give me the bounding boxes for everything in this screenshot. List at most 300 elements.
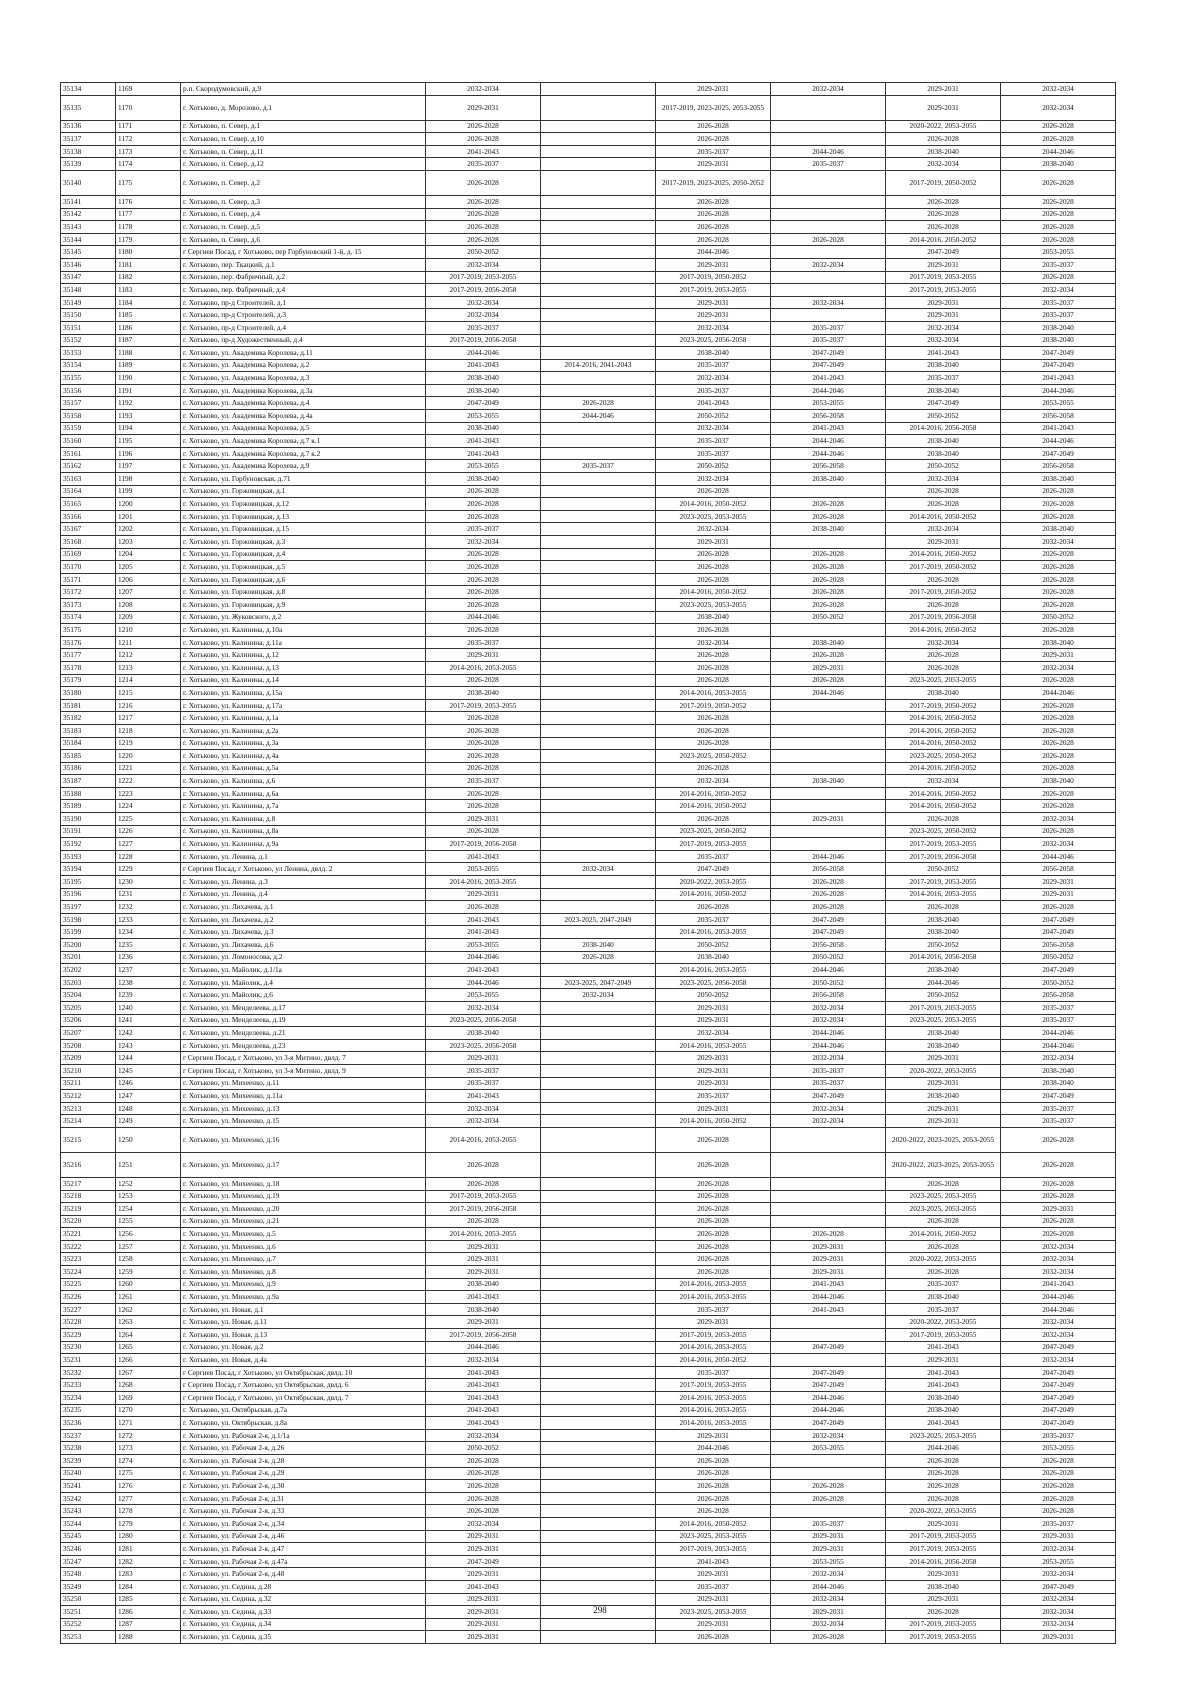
cell-term-col-6: 2053-2055 [1001,1555,1116,1568]
cell-term-col-1: 2029-2031 [426,649,541,662]
cell-term-col-3: 2026-2028 [656,573,771,586]
cell-term-col-5: 2041-2043 [886,347,1001,360]
table-row [61,1077,1116,1090]
cell-registry-number: 35196 [61,888,116,901]
cell-term-col-2 [541,83,656,96]
cell-address: г. Хотьково, ул. Новая, д.2 [181,1341,426,1354]
cell-term-col-1: 2023-2025, 2056-2058 [426,1039,541,1052]
cell-term-col-6: 2047-2049 [1001,1341,1116,1354]
cell-term-col-4: 2041-2043 [771,372,886,385]
cell-address: г. Хотьково, ул. Михеенко, д.19 [181,1190,426,1203]
cell-term-col-1: 2026-2028 [426,573,541,586]
cell-term-col-4: 2056-2058 [771,863,886,876]
cell-term-col-5: 2014-2016, 2050-2052 [886,624,1001,637]
cell-address: г. Хотьково, ул. Калинина, д.5а [181,762,426,775]
cell-registry-number: 35248 [61,1568,116,1581]
cell-item-number: 1184 [116,296,181,309]
cell-item-number: 1268 [116,1379,181,1392]
table-row [61,1039,1116,1052]
cell-term-col-4 [771,485,886,498]
cell-term-col-2 [541,800,656,813]
cell-term-col-5: 2029-2031 [886,1077,1001,1090]
table-row [61,158,1116,171]
cell-address: г. Хотьково, ул. Рабочая 2-я, д.47а [181,1555,426,1568]
cell-item-number: 1282 [116,1555,181,1568]
cell-term-col-1: 2026-2028 [426,1505,541,1518]
cell-term-col-6: 2026-2028 [1001,1152,1116,1177]
cell-term-col-3: 2026-2028 [656,1203,771,1216]
cell-term-col-6: 2035-2037 [1001,296,1116,309]
cell-term-col-1: 2026-2028 [426,712,541,725]
cell-registry-number: 35213 [61,1102,116,1115]
cell-term-col-6: 2026-2028 [1001,1190,1116,1203]
table-row [61,447,1116,460]
cell-term-col-4: 2029-2031 [771,1543,886,1556]
cell-term-col-1: 2026-2028 [426,195,541,208]
cell-registry-number: 35162 [61,460,116,473]
cell-term-col-6: 2032-2034 [1001,284,1116,297]
table-row [61,95,1116,120]
cell-term-col-6: 2026-2028 [1001,1215,1116,1228]
cell-address: г. Хотьково, ул. Академика Королева, д.11 [181,347,426,360]
cell-term-col-3: 2041-2043 [656,1555,771,1568]
cell-term-col-2 [541,1278,656,1291]
cell-term-col-6: 2035-2037 [1001,1517,1116,1530]
cell-term-col-6: 2026-2028 [1001,762,1116,775]
cell-registry-number: 35186 [61,762,116,775]
cell-term-col-3: 2017-2019, 2053-2055 [656,1379,771,1392]
cell-term-col-6: 2026-2028 [1001,825,1116,838]
cell-term-col-3: 2038-2040 [656,347,771,360]
cell-term-col-5: 2026-2028 [886,1266,1001,1279]
cell-term-col-1: 2041-2043 [426,850,541,863]
cell-term-col-3: 2026-2028 [656,674,771,687]
cell-term-col-5: 2014-2016, 2050-2052 [886,762,1001,775]
cell-item-number: 1287 [116,1618,181,1631]
cell-term-col-5: 2041-2043 [886,1341,1001,1354]
cell-registry-number: 35143 [61,221,116,234]
cell-term-col-1: 2053-2055 [426,939,541,952]
cell-term-col-5: 2026-2028 [886,1606,1001,1619]
cell-term-col-2 [541,724,656,737]
cell-term-col-4 [771,724,886,737]
cell-address: г. Хотьково, ул. Новая, д.4а [181,1354,426,1367]
cell-term-col-2 [541,1593,656,1606]
table-row [61,863,1116,876]
cell-term-col-1: 2017-2019, 2056-2058 [426,1203,541,1216]
cell-term-col-3: 2032-2034 [656,372,771,385]
cell-term-col-5: 2026-2028 [886,649,1001,662]
cell-term-col-4 [771,1354,886,1367]
cell-term-col-1: 2029-2031 [426,1240,541,1253]
cell-registry-number: 35218 [61,1190,116,1203]
cell-address: г. Хотьково, ул. Михеенко, д.11 [181,1077,426,1090]
cell-term-col-2 [541,1152,656,1177]
cell-term-col-6: 2032-2034 [1001,1316,1116,1329]
table-row [61,195,1116,208]
cell-term-col-1: 2026-2028 [426,825,541,838]
table-row [61,246,1116,259]
cell-term-col-2 [541,309,656,322]
cell-term-col-4: 2026-2028 [771,1228,886,1241]
table-row [61,523,1116,536]
cell-term-col-2 [541,258,656,271]
cell-term-col-5: 2014-2016, 2050-2052 [886,724,1001,737]
cell-registry-number: 35200 [61,939,116,952]
table-row [61,1115,1116,1128]
cell-term-col-2 [541,1228,656,1241]
cell-term-col-3: 2035-2037 [656,1366,771,1379]
cell-item-number: 1252 [116,1177,181,1190]
cell-term-col-3: 2029-2031 [656,1064,771,1077]
cell-term-col-6: 2026-2028 [1001,598,1116,611]
cell-term-col-1: 2026-2028 [426,120,541,133]
cell-term-col-6: 2047-2049 [1001,1366,1116,1379]
cell-term-col-3: 2035-2037 [656,447,771,460]
cell-term-col-6: 2029-2031 [1001,649,1116,662]
cell-term-col-6: 2038-2040 [1001,1077,1116,1090]
cell-registry-number: 35192 [61,838,116,851]
cell-term-col-4: 2032-2034 [771,1014,886,1027]
cell-term-col-4 [771,271,886,284]
cell-address: г. Хотьково, ул. Михеенко, д.5 [181,1228,426,1241]
cell-term-col-6: 2029-2031 [1001,888,1116,901]
cell-term-col-3: 2026-2028 [656,1152,771,1177]
cell-address: г. Хотьково, ул. Рабочая 2-я, д.33 [181,1505,426,1518]
cell-term-col-4: 2026-2028 [771,649,886,662]
cell-term-col-1: 2041-2043 [426,1291,541,1304]
cell-term-col-2 [541,687,656,700]
cell-address: г. Хотьково, пр-д Художественный, д.4 [181,334,426,347]
cell-item-number: 1230 [116,876,181,889]
cell-address: г. Хотьково, пер. Фабричный, д.2 [181,271,426,284]
cell-term-col-3: 2026-2028 [656,195,771,208]
cell-term-col-5: 2017-2019, 2050-2052 [886,170,1001,195]
cell-term-col-1: 2041-2043 [426,913,541,926]
cell-term-col-6: 2026-2028 [1001,1177,1116,1190]
cell-address: г. Хотьково, ул. Калинина, д.6 [181,775,426,788]
cell-registry-number: 35242 [61,1492,116,1505]
cell-term-col-3: 2044-2046 [656,246,771,259]
cell-term-col-5: 2020-2022, 2053-2055 [886,1253,1001,1266]
schedule-table-container [60,82,1074,1644]
cell-term-col-1: 2032-2034 [426,1001,541,1014]
cell-term-col-4: 2035-2037 [771,334,886,347]
cell-term-col-5: 2014-2016, 2050-2052 [886,787,1001,800]
cell-term-col-4: 2035-2037 [771,321,886,334]
cell-term-col-2 [541,334,656,347]
cell-item-number: 1228 [116,850,181,863]
cell-term-col-5: 2032-2034 [886,321,1001,334]
cell-term-col-2 [541,1316,656,1329]
cell-term-col-1: 2035-2037 [426,321,541,334]
cell-term-col-1: 2014-2016, 2053-2055 [426,1228,541,1241]
cell-term-col-5: 2026-2028 [886,1215,1001,1228]
table-row [61,1454,1116,1467]
cell-term-col-5: 2038-2040 [886,687,1001,700]
table-row [61,1366,1116,1379]
cell-term-col-4: 2044-2046 [771,447,886,460]
cell-term-col-4: 2026-2028 [771,674,886,687]
cell-address: г. Хотьково, ул. Октябрьская, д.7а [181,1404,426,1417]
cell-term-col-1: 2032-2034 [426,296,541,309]
cell-term-col-4: 2041-2043 [771,422,886,435]
cell-term-col-3: 2014-2016, 2053-2055 [656,1417,771,1430]
cell-term-col-6: 2038-2040 [1001,523,1116,536]
cell-item-number: 1249 [116,1115,181,1128]
cell-term-col-5: 2032-2034 [886,158,1001,171]
cell-registry-number: 35164 [61,485,116,498]
cell-term-col-2 [541,762,656,775]
cell-term-col-4: 2047-2049 [771,926,886,939]
cell-term-col-1: 2026-2028 [426,674,541,687]
cell-term-col-6: 2047-2049 [1001,964,1116,977]
cell-term-col-4: 2032-2034 [771,258,886,271]
cell-term-col-3: 2035-2037 [656,145,771,158]
cell-term-col-6: 2026-2028 [1001,1505,1116,1518]
cell-registry-number: 35193 [61,850,116,863]
cell-item-number: 1176 [116,195,181,208]
cell-address: г Сергиев Посад, г Хотьково, пер Горбуновский 1-й, д. 15 [181,246,426,259]
cell-term-col-6: 2041-2043 [1001,372,1116,385]
cell-term-col-2 [541,1115,656,1128]
cell-item-number: 1202 [116,523,181,536]
cell-term-col-6: 2032-2034 [1001,83,1116,96]
cell-term-col-6: 2035-2037 [1001,1429,1116,1442]
cell-term-col-3: 2017-2019, 2050-2052 [656,271,771,284]
cell-term-col-5: 2032-2034 [886,636,1001,649]
cell-registry-number: 35223 [61,1253,116,1266]
cell-term-col-2 [541,813,656,826]
cell-term-col-1: 2053-2055 [426,460,541,473]
cell-item-number: 1224 [116,800,181,813]
cell-item-number: 1259 [116,1266,181,1279]
cell-item-number: 1233 [116,913,181,926]
table-row [61,674,1116,687]
cell-term-col-1: 2029-2031 [426,1568,541,1581]
cell-term-col-6: 2035-2037 [1001,1014,1116,1027]
cell-term-col-2 [541,233,656,246]
cell-registry-number: 35233 [61,1379,116,1392]
cell-item-number: 1199 [116,485,181,498]
cell-term-col-2 [541,699,656,712]
cell-term-col-5: 2014-2016, 2050-2052 [886,233,1001,246]
table-row [61,573,1116,586]
cell-address: г. Хотьково, ул. Калинина, д.1а [181,712,426,725]
table-row [61,120,1116,133]
cell-registry-number: 35250 [61,1593,116,1606]
cell-term-col-5: 2029-2031 [886,1354,1001,1367]
cell-term-col-6: 2026-2028 [1001,233,1116,246]
table-row [61,1517,1116,1530]
cell-registry-number: 35188 [61,787,116,800]
cell-term-col-5: 2026-2028 [886,208,1001,221]
table-row [61,536,1116,549]
cell-term-col-2: 2026-2028 [541,951,656,964]
cell-registry-number: 35204 [61,989,116,1002]
cell-term-col-5: 2029-2031 [886,536,1001,549]
cell-item-number: 1264 [116,1329,181,1342]
cell-term-col-5: 2035-2037 [886,1278,1001,1291]
table-row [61,133,1116,146]
cell-term-col-2 [541,1618,656,1631]
cell-item-number: 1278 [116,1505,181,1518]
cell-registry-number: 35227 [61,1303,116,1316]
cell-item-number: 1211 [116,636,181,649]
cell-registry-number: 35222 [61,1240,116,1253]
cell-term-col-6: 2026-2028 [1001,271,1116,284]
cell-term-col-5: 2029-2031 [886,258,1001,271]
cell-term-col-2: 2023-2025, 2047-2049 [541,913,656,926]
cell-term-col-4: 2056-2058 [771,410,886,423]
cell-registry-number: 35161 [61,447,116,460]
cell-address: г. Хотьково, ул. Жуковского, д.2 [181,611,426,624]
cell-term-col-5: 2032-2034 [886,334,1001,347]
cell-term-col-3: 2026-2028 [656,661,771,674]
cell-term-col-3: 2032-2034 [656,523,771,536]
cell-term-col-5: 2014-2016, 2050-2052 [886,712,1001,725]
cell-term-col-1: 2032-2034 [426,1429,541,1442]
cell-address: г Сергиев Посад, г Хотьково, ул Октябрьская, двлд. 7 [181,1392,426,1405]
cell-term-col-2 [541,485,656,498]
cell-term-col-5: 2044-2046 [886,1442,1001,1455]
cell-term-col-1: 2041-2043 [426,359,541,372]
table-row [61,1064,1116,1077]
cell-term-col-2 [541,523,656,536]
cell-term-col-3: 2014-2016, 2050-2052 [656,787,771,800]
cell-term-col-6: 2047-2049 [1001,1090,1116,1103]
cell-term-col-3: 2029-2031 [656,1429,771,1442]
cell-item-number: 1258 [116,1253,181,1266]
cell-registry-number: 35195 [61,876,116,889]
cell-registry-number: 35163 [61,473,116,486]
cell-registry-number: 35185 [61,750,116,763]
cell-term-col-5: 2038-2040 [886,1580,1001,1593]
cell-term-col-3: 2014-2016, 2050-2052 [656,586,771,599]
cell-term-col-5: 2026-2028 [886,813,1001,826]
cell-term-col-3: 2017-2019, 2050-2052 [656,699,771,712]
table-row [61,384,1116,397]
cell-term-col-6: 2038-2040 [1001,473,1116,486]
cell-term-col-5: 2017-2019, 2050-2052 [886,561,1001,574]
cell-term-col-2 [541,964,656,977]
cell-term-col-2 [541,624,656,637]
cell-address: г. Хотьково, пр-д Строителей, д.1 [181,296,426,309]
cell-address: г. Хотьково, ул. Рабочая 2-я, д.31 [181,1492,426,1505]
cell-term-col-2 [541,271,656,284]
cell-term-col-4: 2044-2046 [771,384,886,397]
table-row [61,1543,1116,1556]
table-row [61,939,1116,952]
cell-term-col-4: 2053-2055 [771,1555,886,1568]
cell-term-col-4: 2047-2049 [771,347,886,360]
cell-term-col-1: 2032-2034 [426,309,541,322]
cell-term-col-6: 2044-2046 [1001,1303,1116,1316]
cell-address: г. Хотьково, ул. Лихачева, д.1 [181,901,426,914]
cell-term-col-5: 2026-2028 [886,498,1001,511]
cell-item-number: 1195 [116,435,181,448]
cell-term-col-1: 2041-2043 [426,1392,541,1405]
cell-registry-number: 35190 [61,813,116,826]
cell-term-col-4: 2044-2046 [771,850,886,863]
cell-term-col-3: 2017-2019, 2023-2025, 2050-2052 [656,170,771,195]
cell-item-number: 1214 [116,674,181,687]
cell-term-col-1: 2038-2040 [426,1027,541,1040]
cell-term-col-3: 2017-2019, 2053-2055 [656,284,771,297]
cell-term-col-6: 2026-2028 [1001,485,1116,498]
cell-term-col-3: 2026-2028 [656,208,771,221]
cell-term-col-2 [541,561,656,574]
cell-term-col-4: 2026-2028 [771,1480,886,1493]
cell-term-col-1: 2047-2049 [426,1555,541,1568]
cell-registry-number: 35209 [61,1052,116,1065]
table-row [61,208,1116,221]
cell-term-col-4 [771,195,886,208]
cell-address: г. Хотьково, ул. Калинина, д.11а [181,636,426,649]
cell-term-col-4: 2026-2028 [771,901,886,914]
cell-address: г. Хотьково, п. Север, д.6 [181,233,426,246]
cell-registry-number: 35159 [61,422,116,435]
cell-term-col-2 [541,510,656,523]
table-row [61,309,1116,322]
cell-term-col-3: 2029-2031 [656,1102,771,1115]
cell-term-col-5: 2020-2022, 2023-2025, 2053-2055 [886,1152,1001,1177]
cell-term-col-4: 2032-2034 [771,1001,886,1014]
cell-item-number: 1231 [116,888,181,901]
cell-address: г. Хотьково, п. Север, д.4 [181,208,426,221]
cell-term-col-3: 2014-2016, 2050-2052 [656,1517,771,1530]
cell-term-col-6: 2032-2034 [1001,813,1116,826]
cell-term-col-1: 2026-2028 [426,750,541,763]
cell-item-number: 1274 [116,1454,181,1467]
cell-address: г. Хотьково, ул. Ленина, д.3 [181,876,426,889]
cell-address: г. Хотьково, п. Север, д.1 [181,120,426,133]
cell-item-number: 1194 [116,422,181,435]
cell-term-col-2 [541,1517,656,1530]
cell-item-number: 1266 [116,1354,181,1367]
cell-registry-number: 35181 [61,699,116,712]
cell-term-col-2 [541,95,656,120]
cell-term-col-4: 2032-2034 [771,1429,886,1442]
cell-registry-number: 35211 [61,1077,116,1090]
table-row [61,1291,1116,1304]
table-row [61,1467,1116,1480]
cell-term-col-6: 2032-2034 [1001,838,1116,851]
cell-term-col-3: 2017-2019, 2023-2025, 2053-2055 [656,95,771,120]
cell-term-col-6: 2026-2028 [1001,195,1116,208]
cell-item-number: 1240 [116,1001,181,1014]
cell-term-col-1: 2038-2040 [426,1278,541,1291]
cell-term-col-4: 2026-2028 [771,876,886,889]
cell-term-col-6: 2053-2055 [1001,246,1116,259]
cell-item-number: 1242 [116,1027,181,1040]
cell-term-col-1: 2035-2037 [426,158,541,171]
cell-term-col-6: 2035-2037 [1001,258,1116,271]
cell-term-col-4: 2044-2046 [771,687,886,700]
cell-address: г. Хотьково, ул. Новая, д.11 [181,1316,426,1329]
cell-term-col-3: 2026-2028 [656,1467,771,1480]
cell-term-col-6: 2050-2052 [1001,951,1116,964]
cell-term-col-5: 2014-2016, 2050-2052 [886,737,1001,750]
cell-term-col-2 [541,1052,656,1065]
cell-term-col-2 [541,649,656,662]
cell-registry-number: 35212 [61,1090,116,1103]
cell-term-col-3: 2029-2031 [656,1014,771,1027]
cell-term-col-4: 2032-2034 [771,1102,886,1115]
cell-term-col-2: 2023-2025, 2047-2049 [541,976,656,989]
table-row [61,321,1116,334]
cell-term-col-3: 2014-2016, 2053-2055 [656,1392,771,1405]
